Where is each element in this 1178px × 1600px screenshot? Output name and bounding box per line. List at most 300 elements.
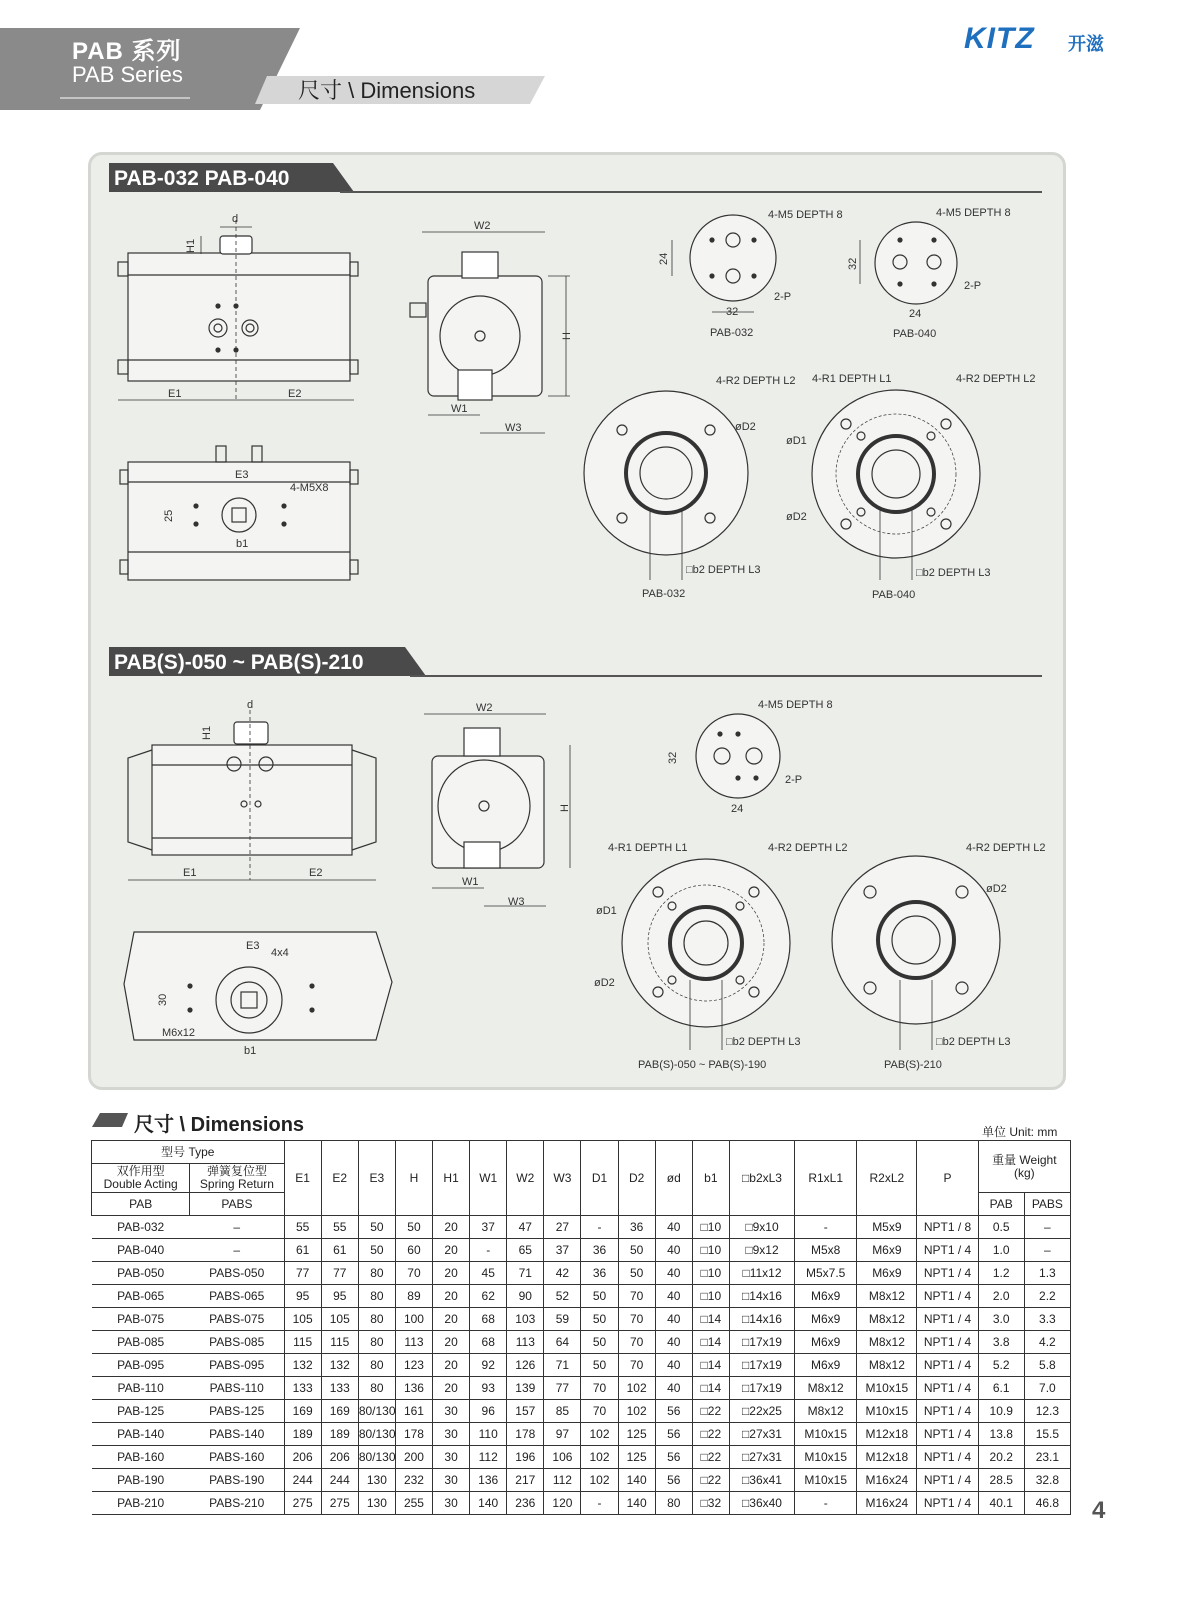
table-cell: PABS-160: [190, 1446, 284, 1469]
label-32-a: 32: [726, 306, 739, 318]
table-cell: PAB-075: [92, 1308, 190, 1331]
label-b2l3-a: □b2 DEPTH L3: [686, 564, 761, 576]
table-cell: 105: [284, 1308, 321, 1331]
label-r2l2-b: 4-R2 DEPTH L2: [956, 373, 1036, 385]
table-cell: 80/130: [358, 1446, 395, 1469]
table-cell: NPT1 / 8: [917, 1216, 978, 1239]
table-cell: 206: [284, 1446, 321, 1469]
table-cell: 61: [321, 1239, 358, 1262]
table-cell: 42: [544, 1262, 581, 1285]
table-cell: 40: [655, 1262, 692, 1285]
table-cell: 1.2: [978, 1262, 1024, 1285]
table-cell: 236: [507, 1492, 544, 1515]
table-row: [92, 1423, 1071, 1446]
section-title: 尺寸 \ Dimensions: [298, 78, 476, 103]
col-header: b1: [692, 1141, 729, 1216]
label-24-c: 24: [731, 803, 744, 815]
table-cell: PAB-032: [92, 1216, 190, 1239]
label-d1-b: øD1: [596, 905, 617, 917]
heading-marker-icon: [92, 1111, 128, 1131]
table-cell: 140: [618, 1492, 655, 1515]
table-cell: 196: [507, 1446, 544, 1469]
table-cell: □22: [692, 1400, 729, 1423]
table-cell: 102: [581, 1469, 618, 1492]
table-cell: -: [581, 1216, 618, 1239]
col-header: H1: [433, 1141, 470, 1216]
pab032-top-view: [120, 446, 358, 580]
table-cell: 169: [284, 1400, 321, 1423]
table-cell: 10.9: [978, 1400, 1024, 1423]
table-cell: 27: [544, 1216, 581, 1239]
type-header: 型号 Type: [92, 1141, 285, 1164]
label-r2l2-a: 4-R2 DEPTH L2: [716, 375, 796, 387]
pab050-flange-view: [622, 859, 790, 1050]
table-cell: 255: [395, 1492, 432, 1515]
table-cell: 2.0: [978, 1285, 1024, 1308]
table-cell: □27x31: [729, 1423, 794, 1446]
table-cell: 92: [470, 1354, 507, 1377]
table-cell: 169: [321, 1400, 358, 1423]
table-cell: □32: [692, 1492, 729, 1515]
table-cell: 50: [618, 1262, 655, 1285]
table-cell: 20: [433, 1331, 470, 1354]
table-cell: PAB-040: [92, 1239, 190, 1262]
table-cell: 178: [507, 1423, 544, 1446]
table-cell: 46.8: [1024, 1492, 1070, 1515]
label-pab040-a: PAB-040: [893, 328, 937, 340]
table-cell: 5.8: [1024, 1354, 1070, 1377]
table-cell: 0.5: [978, 1216, 1024, 1239]
col-header: E2: [321, 1141, 358, 1216]
table-cell: 40: [655, 1239, 692, 1262]
table-cell: -: [581, 1492, 618, 1515]
table-cell: 40: [655, 1308, 692, 1331]
label-25: 25: [163, 509, 175, 522]
table-cell: 50: [581, 1331, 618, 1354]
label-d: d: [232, 213, 239, 225]
table-cell: □14x16: [729, 1308, 794, 1331]
label-m6x12: M6x12: [162, 1027, 196, 1039]
pab032-port-view: [672, 215, 776, 312]
table-cell: □10: [692, 1239, 729, 1262]
label-b2l3-b: □b2 DEPTH L3: [916, 567, 991, 579]
col-header: D2: [618, 1141, 655, 1216]
table-row: [92, 1469, 1071, 1492]
label-e2-2: E2: [309, 867, 323, 879]
table-row: [92, 1354, 1071, 1377]
table-cell: 80: [358, 1377, 395, 1400]
table-cell: 80: [655, 1492, 692, 1515]
table-cell: 37: [470, 1216, 507, 1239]
table-cell: 113: [395, 1331, 432, 1354]
table-cell: 80/130: [358, 1423, 395, 1446]
col-header: D1: [581, 1141, 618, 1216]
label-w3: W3: [505, 422, 522, 434]
table-cell: 70: [618, 1331, 655, 1354]
table-cell: 52: [544, 1285, 581, 1308]
table-cell: 70: [395, 1262, 432, 1285]
table-cell: 40: [655, 1331, 692, 1354]
table-cell: PAB-095: [92, 1354, 190, 1377]
table-cell: NPT1 / 4: [917, 1469, 978, 1492]
table-row: [92, 1446, 1071, 1469]
table-cell: 125: [618, 1446, 655, 1469]
table-cell: M5x7.5: [795, 1262, 857, 1285]
table-cell: 70: [618, 1308, 655, 1331]
series-title-cn: PAB 系列: [72, 38, 182, 65]
table-cell: M5x9: [857, 1216, 917, 1239]
table-cell: 132: [284, 1354, 321, 1377]
table-cell: M6x9: [795, 1331, 857, 1354]
table-cell: 28.5: [978, 1469, 1024, 1492]
table-cell: PABS-050: [190, 1262, 284, 1285]
table-cell: 157: [507, 1400, 544, 1423]
table-cell: PABS-085: [190, 1331, 284, 1354]
table-cell: –: [190, 1239, 284, 1262]
table-cell: 2.2: [1024, 1285, 1070, 1308]
col-header: ød: [655, 1141, 692, 1216]
table-cell: □14: [692, 1354, 729, 1377]
label-r1l1-b: 4-R1 DEPTH L1: [608, 842, 688, 854]
label-pab040-b: PAB-040: [872, 589, 916, 601]
label-2p-c: 2-P: [785, 774, 803, 786]
col-header: □b2xL3: [729, 1141, 794, 1216]
table-cell: 206: [321, 1446, 358, 1469]
table-cell: 20: [433, 1354, 470, 1377]
table-cell: 133: [284, 1377, 321, 1400]
table-cell: 70: [618, 1285, 655, 1308]
table-cell: 40: [655, 1377, 692, 1400]
table-cell: 93: [470, 1377, 507, 1400]
table-cell: M8x12: [857, 1331, 917, 1354]
table-cell: □14x16: [729, 1285, 794, 1308]
table-cell: 20: [433, 1262, 470, 1285]
table-cell: 30: [433, 1400, 470, 1423]
table-cell: 120: [544, 1492, 581, 1515]
pab050-port-view: [696, 714, 780, 798]
table-cell: 4.2: [1024, 1331, 1070, 1354]
table-cell: –: [1024, 1216, 1070, 1239]
section2-title: PAB(S)-050 ~ PAB(S)-210: [114, 651, 364, 674]
table-cell: –: [1024, 1239, 1070, 1262]
table-row: [92, 1377, 1071, 1400]
label-r2l2-d: 4-R2 DEPTH L2: [966, 842, 1046, 854]
table-cell: 15.5: [1024, 1423, 1070, 1446]
label-d-2: d: [247, 699, 254, 711]
spring-return-header: 弹簧复位型 Spring Return: [190, 1164, 284, 1193]
table-body: [92, 1216, 1071, 1515]
label-e1: E1: [168, 388, 182, 400]
table-cell: 56: [655, 1400, 692, 1423]
table-cell: 56: [655, 1469, 692, 1492]
table-cell: 68: [470, 1308, 507, 1331]
table-cell: 189: [284, 1423, 321, 1446]
table-cell: M10x15: [795, 1446, 857, 1469]
label-m5-depth8-a: 4-M5 DEPTH 8: [768, 209, 843, 221]
table-cell: 6.1: [978, 1377, 1024, 1400]
table-cell: 20: [433, 1308, 470, 1331]
label-r2l2-c: 4-R2 DEPTH L2: [768, 842, 848, 854]
table-cell: 37: [544, 1239, 581, 1262]
table-cell: M8x12: [795, 1400, 857, 1423]
table-cell: PABS-210: [190, 1492, 284, 1515]
table-cell: 64: [544, 1331, 581, 1354]
table-cell: 100: [395, 1308, 432, 1331]
table-cell: 60: [395, 1239, 432, 1262]
table-cell: 20: [433, 1285, 470, 1308]
col-header: E3: [358, 1141, 395, 1216]
table-cell: 20: [433, 1377, 470, 1400]
label-m5-depth8-c: 4-M5 DEPTH 8: [758, 699, 833, 711]
table-cell: □17x19: [729, 1331, 794, 1354]
table-cell: 126: [507, 1354, 544, 1377]
table-cell: 20: [433, 1239, 470, 1262]
label-d1-a: øD1: [786, 435, 807, 447]
col-header: E1: [284, 1141, 321, 1216]
table-cell: □9x10: [729, 1216, 794, 1239]
table-cell: 30: [433, 1492, 470, 1515]
table-cell: PAB-065: [92, 1285, 190, 1308]
table-cell: 125: [618, 1423, 655, 1446]
label-b1-2: b1: [244, 1045, 257, 1057]
table-cell: 102: [581, 1423, 618, 1446]
table-cell: 112: [544, 1469, 581, 1492]
label-pab032-b: PAB-032: [642, 588, 686, 600]
table-cell: M8x12: [857, 1285, 917, 1308]
table-cell: -: [795, 1216, 857, 1239]
table-cell: M8x12: [857, 1354, 917, 1377]
table-cell: 23.1: [1024, 1446, 1070, 1469]
table-cell: 70: [581, 1377, 618, 1400]
table-cell: M12x18: [857, 1446, 917, 1469]
col-header: W3: [544, 1141, 581, 1216]
table-cell: 47: [507, 1216, 544, 1239]
table-cell: 50: [358, 1239, 395, 1262]
table-cell: NPT1 / 4: [917, 1492, 978, 1515]
table-cell: M10x15: [857, 1377, 917, 1400]
pab032-front-view: [118, 220, 358, 400]
label-r1l1-a: 4-R1 DEPTH L1: [812, 373, 892, 385]
table-cell: 102: [618, 1377, 655, 1400]
table-cell: 65: [507, 1239, 544, 1262]
table-row: [92, 1308, 1071, 1331]
table-cell: 1.0: [978, 1239, 1024, 1262]
pab040-port-view: [860, 222, 957, 304]
table-cell: 112: [470, 1446, 507, 1469]
col-header: R1xL1: [795, 1141, 857, 1216]
col-header: H: [395, 1141, 432, 1216]
table-cell: □36x41: [729, 1469, 794, 1492]
table-cell: □10: [692, 1285, 729, 1308]
table-cell: 3.0: [978, 1308, 1024, 1331]
label-h1: H1: [185, 238, 197, 253]
table-cell: 139: [507, 1377, 544, 1400]
table-cell: 136: [470, 1469, 507, 1492]
double-acting-header: 双作用型 Double Acting: [92, 1164, 190, 1193]
table-cell: NPT1 / 4: [917, 1377, 978, 1400]
table-cell: 80: [358, 1262, 395, 1285]
table-cell: □36x40: [729, 1492, 794, 1515]
weight-header: 重量 Weight (kg): [978, 1141, 1070, 1193]
table-cell: PAB-085: [92, 1331, 190, 1354]
table-cell: 5.2: [978, 1354, 1024, 1377]
table-cell: PAB-050: [92, 1262, 190, 1285]
table-cell: 90: [507, 1285, 544, 1308]
table-cell: 123: [395, 1354, 432, 1377]
table-cell: □10: [692, 1216, 729, 1239]
table-cell: 36: [581, 1239, 618, 1262]
table-cell: M12x18: [857, 1423, 917, 1446]
table-cell: PABS-125: [190, 1400, 284, 1423]
table-cell: 275: [284, 1492, 321, 1515]
table-cell: NPT1 / 4: [917, 1239, 978, 1262]
label-w1: W1: [451, 403, 468, 415]
table-cell: 95: [321, 1285, 358, 1308]
table-cell: 77: [544, 1377, 581, 1400]
table-cell: PABS-110: [190, 1377, 284, 1400]
table-cell: □22: [692, 1423, 729, 1446]
table-cell: □22: [692, 1446, 729, 1469]
table-head: [92, 1141, 1071, 1216]
label-w2-2: W2: [476, 702, 493, 714]
pab032-flange-view: [584, 391, 748, 580]
label-d2-c: øD2: [594, 977, 615, 989]
series-title-en: PAB Series: [72, 62, 183, 87]
table-cell: 89: [395, 1285, 432, 1308]
table-cell: 244: [321, 1469, 358, 1492]
pab050-side-view: [424, 714, 570, 906]
table-cell: 97: [544, 1423, 581, 1446]
label-m5x8: 4-M5X8: [290, 482, 329, 494]
table-cell: 7.0: [1024, 1377, 1070, 1400]
table-cell: 3.3: [1024, 1308, 1070, 1331]
label-2p-a: 2-P: [774, 291, 792, 303]
table-cell: □17x19: [729, 1377, 794, 1400]
table-row: [92, 1262, 1071, 1285]
table-cell: 68: [470, 1331, 507, 1354]
table-cell: PAB-125: [92, 1400, 190, 1423]
label-32-c: 32: [667, 751, 679, 764]
table-cell: M6x9: [795, 1354, 857, 1377]
label-4x4: 4x4: [271, 947, 289, 959]
label-d2-d: øD2: [986, 883, 1007, 895]
table-cell: PAB-210: [92, 1492, 190, 1515]
table-cell: 71: [507, 1262, 544, 1285]
label-w2: W2: [474, 220, 491, 232]
label-h-2: H: [559, 804, 571, 812]
table-cell: M8x12: [857, 1308, 917, 1331]
table-cell: M10x15: [857, 1400, 917, 1423]
table-cell: 36: [581, 1262, 618, 1285]
table-cell: -: [470, 1239, 507, 1262]
table-cell: 50: [358, 1216, 395, 1239]
label-24-b: 24: [909, 308, 922, 320]
table-cell: 50: [581, 1354, 618, 1377]
dimensions-table: [91, 1140, 1071, 1515]
table-cell: □9x12: [729, 1239, 794, 1262]
table-cell: □11x12: [729, 1262, 794, 1285]
table-row: [92, 1239, 1071, 1262]
table-cell: 178: [395, 1423, 432, 1446]
table-cell: □27x31: [729, 1446, 794, 1469]
table-cell: M6x9: [857, 1239, 917, 1262]
table-cell: NPT1 / 4: [917, 1400, 978, 1423]
table-cell: 36: [618, 1216, 655, 1239]
label-e3-2: E3: [246, 940, 260, 952]
table-cell: 80: [358, 1308, 395, 1331]
table-cell: M6x9: [857, 1262, 917, 1285]
label-b2l3-c: □b2 DEPTH L3: [726, 1036, 801, 1048]
page-number: 4: [1092, 1497, 1106, 1524]
table-cell: 102: [581, 1446, 618, 1469]
table-cell: 50: [581, 1285, 618, 1308]
table-cell: 40: [655, 1216, 692, 1239]
table-cell: 62: [470, 1285, 507, 1308]
table-cell: 161: [395, 1400, 432, 1423]
section1-title: PAB-032 PAB-040: [114, 167, 290, 190]
table-cell: 20.2: [978, 1446, 1024, 1469]
col-header: W1: [470, 1141, 507, 1216]
table-cell: NPT1 / 4: [917, 1423, 978, 1446]
label-24-a: 24: [658, 252, 670, 265]
table-cell: 115: [284, 1331, 321, 1354]
table-cell: PAB-190: [92, 1469, 190, 1492]
label-e3: E3: [235, 469, 249, 481]
label-e2: E2: [288, 388, 302, 400]
table-cell: □10: [692, 1262, 729, 1285]
table-cell: NPT1 / 4: [917, 1308, 978, 1331]
table-cell: 130: [358, 1492, 395, 1515]
table-cell: 115: [321, 1331, 358, 1354]
label-pab210: PAB(S)-210: [884, 1059, 942, 1071]
col-header: R2xL2: [857, 1141, 917, 1216]
table-row: [92, 1216, 1071, 1239]
table-cell: 136: [395, 1377, 432, 1400]
table-cell: □17x19: [729, 1354, 794, 1377]
table-cell: 130: [358, 1469, 395, 1492]
table-cell: 30: [433, 1446, 470, 1469]
table-cell: 13.8: [978, 1423, 1024, 1446]
table-cell: 110: [470, 1423, 507, 1446]
table-cell: 102: [618, 1400, 655, 1423]
table-cell: 32.8: [1024, 1469, 1070, 1492]
table-cell: 85: [544, 1400, 581, 1423]
table-cell: 55: [321, 1216, 358, 1239]
table-cell: 113: [507, 1331, 544, 1354]
table-cell: 59: [544, 1308, 581, 1331]
unit-label: 单位 Unit: mm: [982, 1125, 1058, 1139]
pab-header: PAB: [92, 1193, 190, 1216]
table-cell: 105: [321, 1308, 358, 1331]
label-d2-b: øD2: [786, 511, 807, 523]
table-cell: 133: [321, 1377, 358, 1400]
table-cell: □14: [692, 1331, 729, 1354]
kitz-logo: KITZ 开滋: [964, 22, 1104, 55]
table-cell: M6x9: [795, 1308, 857, 1331]
table-cell: 12.3: [1024, 1400, 1070, 1423]
table-cell: 56: [655, 1446, 692, 1469]
table-cell: –: [190, 1216, 284, 1239]
table-cell: 232: [395, 1469, 432, 1492]
table-cell: □22: [692, 1469, 729, 1492]
table-cell: NPT1 / 4: [917, 1331, 978, 1354]
table-cell: 61: [284, 1239, 321, 1262]
table-cell: NPT1 / 4: [917, 1354, 978, 1377]
table-cell: 55: [284, 1216, 321, 1239]
table-cell: M6x9: [795, 1285, 857, 1308]
table-cell: PAB-110: [92, 1377, 190, 1400]
table-cell: 1.3: [1024, 1262, 1070, 1285]
